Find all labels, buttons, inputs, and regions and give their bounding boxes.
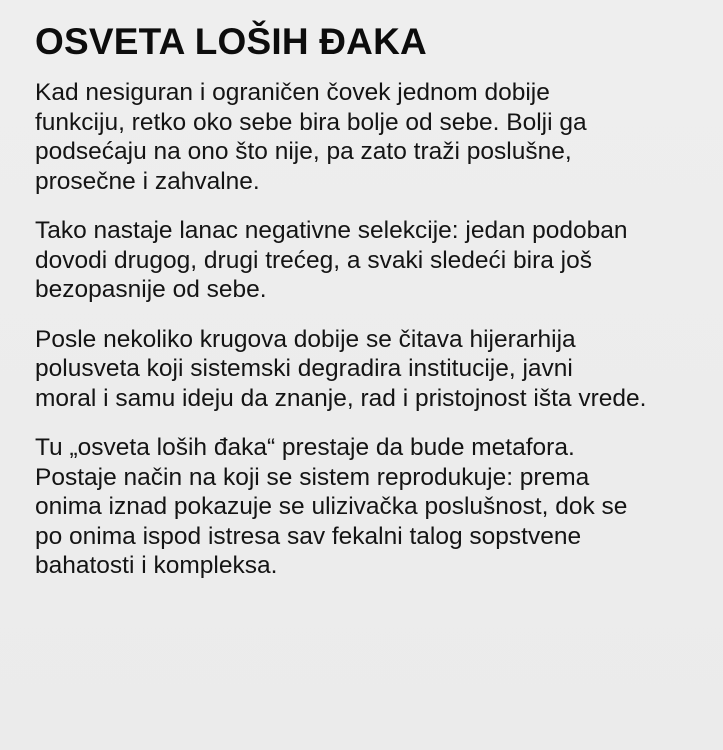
text-line: bezopasnije od sebe. (35, 276, 267, 303)
text-line: Kad nesiguran i ograničen čovek jednom dobije (35, 79, 550, 106)
text-line: po onima ispod istresa sav fekalni talog sopstvene (35, 522, 582, 550)
text-line: moral i samu ideju da znanje, rad i pristojnost išta vrede. (35, 384, 647, 412)
paragraph-2 (35, 216, 703, 305)
text-line: onima iznad pokazuje se ulizivačka poslušnost, dok se (35, 493, 628, 520)
page-title: OSVETA LOŠIH ĐAKA (35, 21, 427, 62)
text-line: Postaje način na koji se sistem reprodukuje: prema (35, 463, 590, 491)
text-line: funkciju, retko oko sebe bira bolje od sebe. Bolji ga (35, 108, 587, 136)
text-line: podsećaju na ono što nije, pa zato traži poslušne, (35, 138, 572, 165)
text-line: prosečne i zahvalne. (35, 167, 260, 195)
paragraph-3 (35, 325, 703, 414)
paragraph-4 (35, 433, 703, 581)
text-line: dovodi drugog, drugi trećeg, a svaki sledeći bira još (35, 246, 593, 274)
text-line: polusveta koji sistemski degradira institucije, javni (35, 355, 573, 382)
text-line: bahatosti i kompleksa. (35, 552, 278, 579)
text-line: Tako nastaje lanac negativne selekcije: jedan podoban (35, 217, 628, 244)
paragraph-1 (35, 78, 703, 196)
text-line: Tu „osveta loših đaka“ prestaje da bude metafora. (35, 434, 575, 461)
text-line: Posle nekoliko krugova dobije se čitava hijerarhija (35, 325, 576, 353)
